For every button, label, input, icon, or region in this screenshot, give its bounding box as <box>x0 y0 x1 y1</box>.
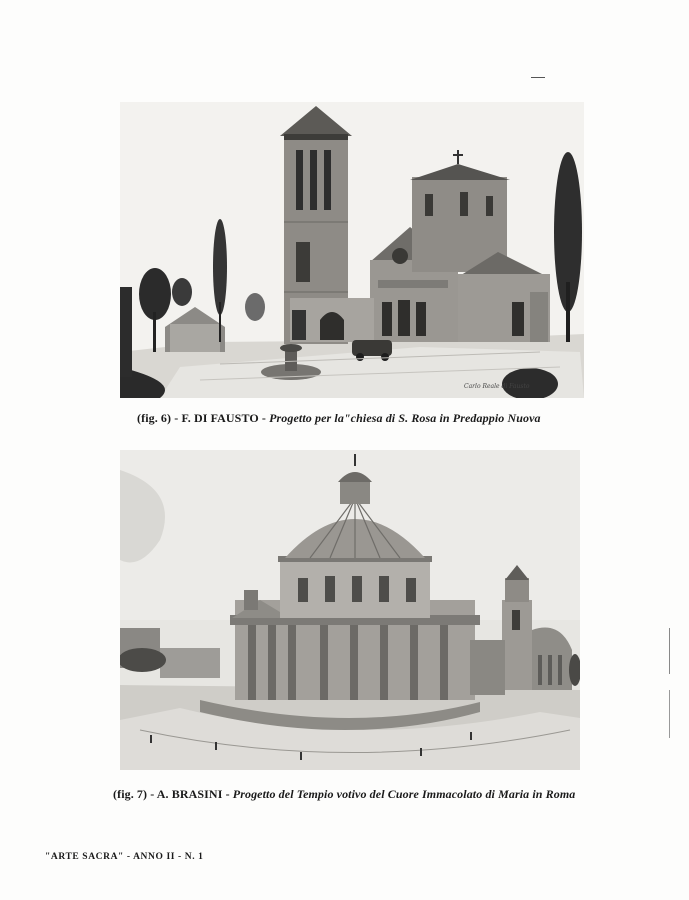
figure-7-title: Progetto del Tempio votivo del Cuore Immacolato di Maria in Roma <box>232 787 576 801</box>
figure-7-temple-drawing <box>120 450 580 770</box>
figure-6-caption: (fig. 6) - F. DI FAUSTO - Progetto per la"chiesa di S. Rosa in Predappio Nuova <box>137 411 541 425</box>
figure-6-number: (fig. 6) <box>137 411 172 425</box>
figure-7-caption: (fig. 7) - A. BRASINI - Progetto del Tempio votivo del Cuore Immacolato di Maria in Roma <box>113 787 576 801</box>
figure-6-church-drawing <box>120 102 584 398</box>
figure-7-number: (fig. 7) <box>113 787 148 801</box>
temple-illustration <box>120 450 580 770</box>
figure-7-author: A. BRASINI <box>156 787 223 801</box>
figure-6-title: Progetto per la"chiesa di S. Rosa in Predappio Nuova <box>269 411 541 425</box>
church-illustration <box>120 102 584 398</box>
right-edge-mark <box>669 628 670 674</box>
journal-footer: "ARTE SACRA" - ANNO II - N. 1 <box>45 852 204 862</box>
artist-signature: Carlo Reale di Fausto <box>464 383 530 390</box>
figure-6-author: F. DI FAUSTO <box>181 411 259 425</box>
top-right-dash <box>531 77 545 78</box>
right-edge-mark-2 <box>669 690 670 738</box>
